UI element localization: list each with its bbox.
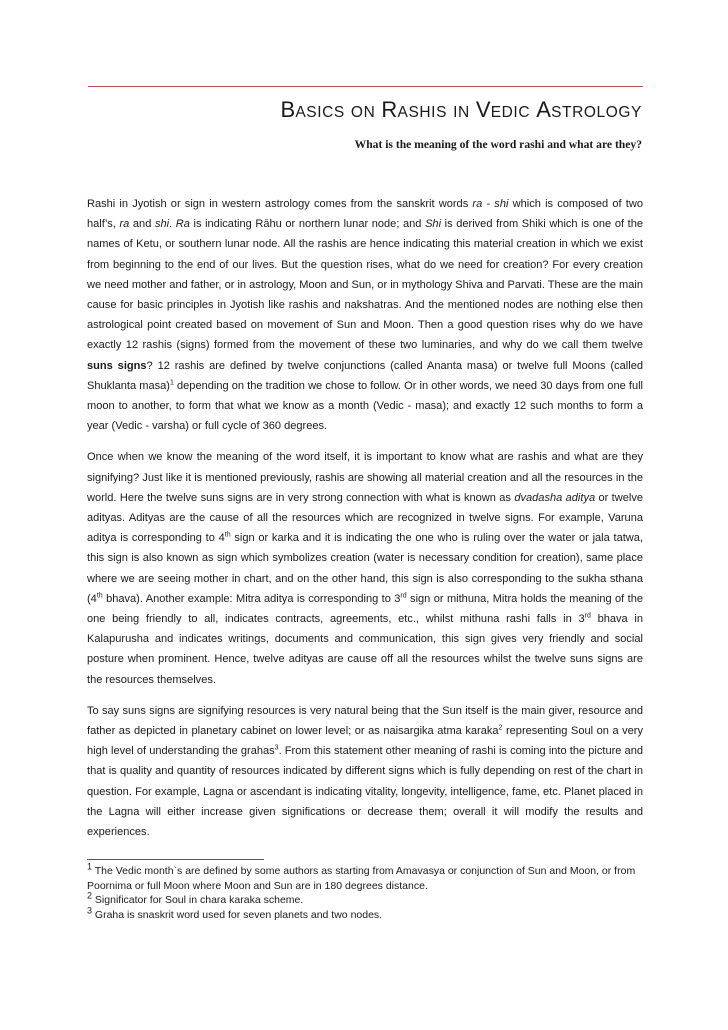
title-letter: B [280, 97, 296, 122]
text-run: or twelve adityas. Adityas are the cause of all the resources which are recognized in twelve signs. For example, Varuna aditya is corresponding to 4 [87, 491, 643, 545]
footnote-text: The Vedic month`s are defined by some authors as starting from Amavasya or conjunction of Sun and Moon, or from Poornima or full Moon where Moon and Sun are in 180 degrees distance. [87, 865, 636, 892]
paragraph-2 [87, 447, 643, 689]
body-text [87, 194, 643, 853]
title-letter: V [475, 97, 491, 122]
title-word: ON [350, 104, 376, 121]
italic-term: shi [154, 218, 170, 231]
title-word: IN [453, 104, 470, 121]
italic-term: dvadasha aditya [514, 491, 596, 504]
title-word: EDIC [490, 104, 531, 121]
bold-term: suns signs [87, 359, 147, 372]
footnote-mark: 1 [87, 861, 93, 872]
ordinal-suffix: rd [400, 592, 407, 600]
text-run: sign or karka and it is indicating the one who is ruling over the water or jala tatwa, this sign is also known as sign which symbolizes creation (water is necessary condition for creation), same place where we are seeing mother in chart, and on the other hand, this sign is also corresponding to the sukha sthana (4 [87, 532, 643, 605]
footnote-2 [87, 890, 647, 908]
text-run: To say suns signs are signifying resources is very natural being that the Sun itself is the main giver, resource and father as depicted in planetary cabinet on lower level; or as naisargika atma karaka [87, 704, 643, 738]
footnote-separator [87, 859, 264, 860]
paragraph-3 [87, 701, 643, 842]
footnote-ref-1[interactable]: 1 [169, 379, 174, 387]
title-letter: A [536, 97, 552, 122]
italic-term: Shi [425, 218, 442, 231]
text-run: is derived from Shiki which is one of the names of Ketu, or southern lunar node. All the rashis are hence indicating this material creation in which we exist from beginning to the end of our lives. But the question rises, what do we need for creation? For every creation we need mother and father, or in astrology, Moon and Sun, or in mythology Shiva and Parvati. These are the main cause for basic principles in Jyotish like rashis and nakshatras. And the mentioned nodes are nothing else then astrological point created based on movement of Sun and Moon. Then a good question rises why do we have exactly 12 rashis (signs) formed from the movement of these two luminaries, and why do we call them twelve [87, 218, 643, 352]
footnote-text: Graha is snaskrit word used for seven planets and two nodes. [92, 908, 383, 921]
italic-term: Ra [175, 218, 190, 231]
footnote-ref-2[interactable]: 2 [498, 724, 503, 732]
text-run: bhava). Another example: Mitra aditya is corresponding to 3 [102, 592, 401, 605]
header-rule [88, 86, 643, 87]
footnote-mark: 2 [87, 890, 93, 901]
text-run: and [129, 218, 155, 231]
text-run: ? 12 rashis are defined by twelve conjunctions (called Ananta masa) or twelve full Moons (called Shuklanta masa) [87, 359, 643, 392]
footnote-3 [87, 905, 647, 923]
footnote-1 [87, 861, 647, 893]
ordinal-suffix: th [224, 531, 231, 539]
text-run: Rashi in Jyotish or sign in western astrology comes from the sanskrit words [87, 198, 473, 210]
page-title [280, 97, 642, 123]
text-run: is indicating Rāhu or northern lunar node; and [189, 218, 426, 231]
ordinal-suffix: rd [584, 612, 591, 620]
footnote-text: Significator for Soul in chara karaka scheme. [92, 894, 304, 906]
title-word: STROLOGY [551, 104, 642, 121]
italic-term: ra [119, 218, 130, 231]
text-run: representing Soul on a very high level of understanding the grahas [87, 725, 644, 758]
text-run: . From this statement other meaning of rashi is coming into the picture and that is quality and quantity of resources indicated by different signs which is fully depending on rest of the chart in question. For example, Lagna or ascendant is indicating vitality, longevity, intelligence, fame, etc. Planet placed in the Lagna will either increase given significations or decrease them; overall it will modify the results and experiences. [87, 745, 643, 839]
title-word: ASHIS [397, 104, 448, 121]
footnote-mark: 3 [87, 905, 93, 915]
paragraph-1 [87, 194, 643, 436]
italic-term: ra - shi [472, 198, 509, 210]
footnotes [87, 861, 647, 922]
text-run: which is composed of two half’s, [87, 198, 643, 231]
ordinal-suffix: th [96, 592, 103, 600]
text-run: bhava in Kalapurusha and indicates writings, documents and communication, this sign gives very friendly and social posture when prominent. Hence, twelve adityas are cause off all the resources whilst the twelve suns signs are the resources themselves. [87, 613, 643, 686]
page-subtitle: What is the meaning of the word rashi and what are they? [354, 138, 642, 151]
text-run: sign or mithuna, Mitra holds the meaning of the one being friendly to all, indicates contracts, agreements, etc., whilst mithuna rashi falls in 3 [87, 592, 643, 626]
text-run: depending on the tradition we chose to follow. Or in other words, we need 30 days from one full moon to another, to form that what we know as a month (Vedic - masa); and exactly 12 such months to form a year (Vedic - varsha) or full cycle of 360 degrees. [87, 379, 643, 433]
footnote-ref-3[interactable]: 3 [274, 744, 279, 752]
title-word: ASICS [295, 104, 345, 121]
title-letter: R [381, 97, 398, 122]
text-run: . [169, 218, 176, 231]
text-run: Once when we know the meaning of the word itself, it is important to know what are rashis and what are they signifying? Just like it is mentioned previously, rashis are showing all material creation and all the resources in the world. Here the twelve suns signs are in very strong connection with what is known as [87, 451, 643, 504]
